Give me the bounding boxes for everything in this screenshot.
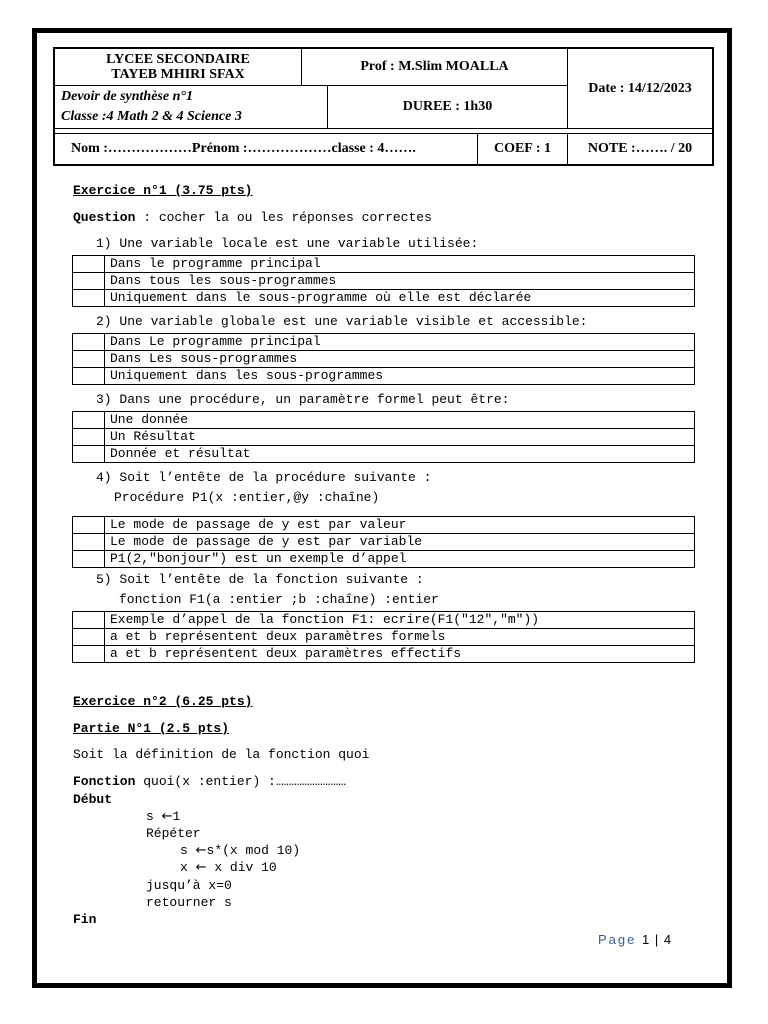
prof-name (302, 49, 568, 86)
school-name (55, 49, 302, 86)
part1-title: Partie N°1 (2.5 pts) (73, 721, 230, 736)
option-label: Le mode de passage de y est par variable (105, 534, 695, 551)
code-fonction-line (73, 774, 346, 790)
option-label: Dans Le programme principal (105, 334, 695, 351)
code-line-2: Répéter (146, 826, 201, 841)
q4-code: Procédure P1(x :entier,@y :chaîne) (114, 490, 380, 505)
duree (328, 86, 568, 129)
table-row (73, 629, 695, 646)
identity-field[interactable] (55, 134, 478, 164)
option-label: Une donnée (105, 412, 695, 429)
left-arrow-icon: ← (195, 843, 207, 858)
question-label: Question (73, 210, 136, 225)
option-label: Dans tous les sous-programmes (105, 273, 695, 290)
checkbox-cell[interactable] (73, 646, 105, 663)
q2-options (72, 333, 695, 385)
q1-options (72, 255, 695, 307)
part1-intro: Soit la définition de la fonction quoi (73, 747, 370, 762)
table-row (73, 534, 695, 551)
option-label: a et b représentent deux paramètres formels (105, 629, 695, 646)
identity-text: Nom :………………Prénom :………………classe : 4……. (71, 141, 416, 156)
devoir-info (55, 86, 328, 129)
option-label: Un Résultat (105, 429, 695, 446)
page-number: 1 (642, 932, 650, 947)
q1-prompt: 1) Une variable locale est une variable utilisée: (96, 236, 479, 251)
q4-prompt: 4) Soit l’entête de la procédure suivante : (96, 470, 432, 485)
checkbox-cell[interactable] (73, 534, 105, 551)
table-row (73, 256, 695, 273)
table-row (73, 351, 695, 368)
question-line (73, 210, 432, 226)
table-row (73, 429, 695, 446)
option-label: Dans le programme principal (105, 256, 695, 273)
table-row (73, 551, 695, 568)
checkbox-cell[interactable] (73, 629, 105, 646)
note-text: NOTE :……. / 20 (587, 141, 693, 156)
page-border (32, 28, 732, 988)
page-total: 4 (663, 932, 672, 947)
option-label: Exemple d’appel de la fonction F1: ecrire(F1("12","m")) (105, 612, 695, 629)
q5-prompt: 5) Soit l’entête de la fonction suivante : (96, 572, 424, 587)
option-label: Donnée et résultat (105, 446, 695, 463)
table-row (73, 446, 695, 463)
code-var: x (180, 860, 196, 875)
exercise2-title: Exercice n°2 (6.25 pts) (73, 694, 253, 709)
checkbox-cell[interactable] (73, 517, 105, 534)
checkbox-cell[interactable] (73, 446, 105, 463)
left-arrow-icon: ← (161, 809, 173, 824)
date (568, 49, 712, 129)
table-row (73, 290, 695, 307)
code-line-5: jusqu’à x=0 (146, 878, 232, 893)
checkbox-cell[interactable] (73, 334, 105, 351)
checkbox-cell[interactable] (73, 273, 105, 290)
date-text: Date : 14/12/2023 (588, 80, 692, 96)
option-label: Le mode de passage de y est par valeur (105, 517, 695, 534)
header-table (53, 47, 714, 166)
table-row (73, 334, 695, 351)
devoir-title: Devoir de synthèse n°1 (61, 89, 193, 104)
prof-text: Prof : M.Slim MOALLA (360, 59, 509, 74)
table-row (73, 517, 695, 534)
checkbox-cell[interactable] (73, 256, 105, 273)
duree-text: DUREE : 1h30 (402, 99, 493, 114)
checkbox-cell[interactable] (73, 368, 105, 385)
exercise1-title: Exercice n°1 (3.75 pts) (73, 183, 253, 198)
checkbox-cell[interactable] (73, 551, 105, 568)
code-fin: Fin (73, 912, 97, 927)
classe-info: Classe :4 Math 2 & 4 Science 3 (61, 109, 242, 124)
checkbox-cell[interactable] (73, 351, 105, 368)
q3-options (72, 411, 695, 463)
code-debut: Début (73, 792, 113, 807)
q4-options (72, 516, 695, 568)
q3-prompt: 3) Dans une procédure, un paramètre formel peut être: (96, 392, 510, 407)
code-expr: s*(x mod 10) (206, 843, 301, 858)
option-label: Uniquement dans les sous-programmes (105, 368, 695, 385)
checkbox-cell[interactable] (73, 412, 105, 429)
coef (478, 134, 568, 164)
fonction-signature: quoi(x :entier) :……………………… (135, 774, 347, 789)
school-line2: TAYEB MHIRI SFAX (111, 67, 245, 82)
code-var: s (146, 809, 162, 824)
q2-prompt: 2) Une variable globale est une variable visible et accessible: (96, 314, 588, 329)
table-row (73, 368, 695, 385)
option-label: Dans Les sous-programmes (105, 351, 695, 368)
table-row (73, 412, 695, 429)
checkbox-cell[interactable] (73, 290, 105, 307)
q5-code: fonction F1(a :entier ;b :chaîne) :entier (119, 592, 439, 607)
code-expr: x div 10 (206, 860, 277, 875)
checkbox-cell[interactable] (73, 429, 105, 446)
code-var: s (180, 843, 196, 858)
keyword-fonction: Fonction (73, 774, 136, 789)
checkbox-cell[interactable] (73, 612, 105, 629)
page-separator: | (654, 932, 659, 947)
option-label: Uniquement dans le sous-programme où elle est déclarée (105, 290, 695, 307)
code-line-6: retourner s (146, 895, 232, 910)
table-row (73, 612, 695, 629)
note-field[interactable] (568, 134, 712, 164)
table-row (73, 273, 695, 290)
code-line-1 (146, 809, 180, 825)
left-arrow-icon: ← (195, 860, 207, 875)
option-label: a et b représentent deux paramètres effectifs (105, 646, 695, 663)
school-line1: LYCEE SECONDAIRE (106, 52, 250, 67)
table-row (73, 646, 695, 663)
coef-text: COEF : 1 (493, 141, 552, 156)
question-text: : cocher la ou les réponses correctes (135, 210, 432, 225)
page-word: Page (598, 932, 637, 947)
code-line-3 (180, 843, 300, 859)
q5-options (72, 611, 695, 663)
page-footer (598, 932, 671, 947)
code-line-4 (180, 860, 277, 876)
option-label: P1(2,"bonjour") est un exemple d’appel (105, 551, 695, 568)
code-expr: 1 (172, 809, 181, 824)
